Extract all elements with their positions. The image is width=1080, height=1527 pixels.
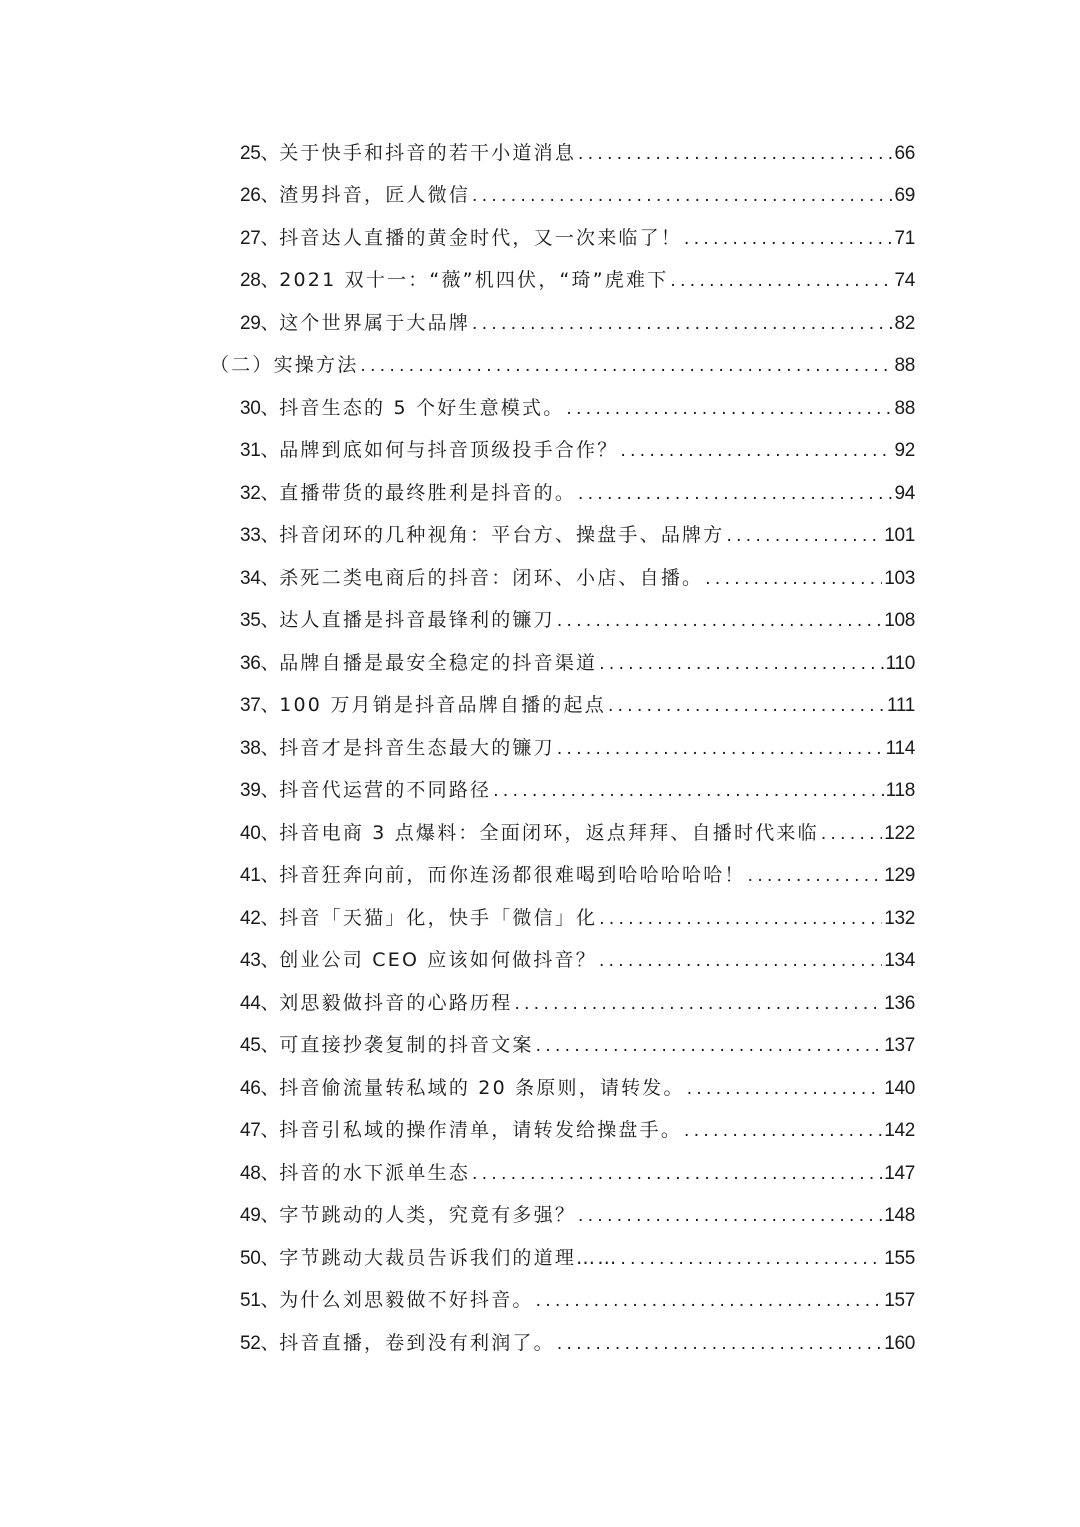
toc-entry-number: 31、	[240, 440, 280, 461]
toc-entry-title: 抖音电商 3 点爆料：全面闭环，返点拜拜、自播时代来临	[279, 821, 819, 844]
toc-entry[interactable]	[0, 515, 1080, 558]
toc-entry-page: 82	[894, 312, 915, 334]
toc-entry-number: 37、	[240, 695, 280, 716]
toc-entry-number: 38、	[240, 737, 280, 759]
table-of-contents	[0, 132, 1080, 1365]
dot-leader	[536, 1025, 883, 1068]
toc-entry-title: 抖音闭环的几种视角：平台方、操盘手、品牌方	[279, 524, 725, 546]
toc-entry[interactable]	[0, 770, 1080, 813]
toc-entry-title: 抖音「天猫」化，快手「微信」化	[279, 906, 598, 929]
toc-entry-number: 44、	[240, 992, 280, 1014]
dot-leader	[599, 940, 882, 983]
toc-entry-number: 26、	[240, 185, 280, 206]
toc-entry-title: 2021 双十一：“薇”机四伏，“琦”虎难下	[279, 269, 669, 291]
dot-leader	[599, 643, 883, 686]
dot-leader	[748, 855, 883, 898]
toc-entry-page: 134	[884, 950, 915, 971]
dot-leader	[472, 175, 892, 218]
dot-leader	[620, 1238, 882, 1281]
toc-entry[interactable]	[0, 472, 1080, 515]
toc-entry-number: 29、	[240, 312, 280, 334]
toc-entry-title: 100 万月销是抖音品牌自播的起点	[279, 694, 606, 716]
toc-entry-page: 140	[884, 1077, 915, 1099]
dot-leader	[514, 983, 882, 1026]
toc-entry-title: 字节跳动的人类，究竟有多强？	[279, 1204, 577, 1226]
toc-entry-page: 157	[884, 1290, 915, 1311]
toc-entry-title: 创业公司 CEO 应该如何做抖音？	[279, 949, 597, 971]
toc-entry-title: 刘思毅做抖音的心路历程	[279, 991, 513, 1014]
toc-entry[interactable]	[0, 175, 1080, 218]
toc-entry-number: 52、	[240, 1332, 280, 1354]
toc-entry[interactable]	[0, 1067, 1080, 1110]
toc-entry-number: 36、	[240, 652, 280, 674]
toc-entry-number: 33、	[240, 525, 280, 546]
toc-entry-number: 46、	[240, 1077, 280, 1099]
toc-entry[interactable]	[0, 812, 1080, 855]
toc-entry-number: 48、	[240, 1162, 280, 1184]
toc-entry-page: 142	[884, 1120, 915, 1141]
toc-entry-title: 品牌到底如何与抖音顶级投手合作？	[279, 439, 619, 461]
dot-leader	[536, 1280, 883, 1323]
toc-entry-page: 147	[884, 1162, 915, 1184]
toc-entry[interactable]	[0, 132, 1080, 175]
dot-leader	[684, 218, 892, 261]
dot-leader	[493, 770, 883, 813]
toc-entry-number: 43、	[240, 950, 280, 971]
toc-entry-page: 136	[884, 992, 915, 1014]
toc-entry-title: 抖音偷流量转私域的 20 条原则，请转发。	[279, 1076, 685, 1099]
toc-entry-page: 114	[885, 737, 915, 759]
toc-entry-title: 品牌自播是最安全稳定的抖音渠道	[279, 651, 598, 674]
toc-entry-title: 抖音达人直播的黄金时代，又一次来临了！	[279, 226, 683, 249]
toc-entry-title: 抖音引私域的操作清单，请转发给操盘手。	[279, 1119, 683, 1141]
toc-entry-title: 这个世界属于大品牌	[279, 311, 471, 334]
toc-entry-number: 40、	[240, 822, 280, 844]
dot-leader	[566, 388, 892, 431]
dot-leader	[608, 685, 885, 728]
toc-entry-page: 88	[894, 355, 915, 376]
dot-leader	[578, 133, 892, 176]
dot-leader	[472, 1153, 882, 1196]
toc-entry-number: 25、	[240, 142, 280, 164]
toc-entry-page: 111	[887, 695, 915, 716]
toc-entry-title: 杀死二类电商后的抖音：闭环、小店、自播。	[279, 566, 704, 589]
toc-entry-number: 50、	[240, 1247, 280, 1269]
toc-entry-title: 直播带货的最终胜利是抖音的。	[279, 481, 577, 504]
toc-entry[interactable]	[0, 685, 1080, 728]
toc-entry-page: 69	[894, 185, 915, 206]
toc-entry-title: 关于快手和抖音的若干小道消息	[279, 141, 577, 164]
toc-entry-number: 41、	[240, 865, 280, 886]
toc-entry-page: 94	[894, 482, 915, 504]
toc-entry-page: 160	[884, 1332, 915, 1354]
dot-leader	[557, 1323, 882, 1366]
toc-section-heading[interactable]	[0, 345, 1080, 388]
toc-entry-title: 抖音的水下派单生态	[279, 1161, 471, 1184]
dot-leader	[670, 260, 892, 303]
toc-entry[interactable]	[0, 855, 1080, 898]
toc-entry-number: 32、	[240, 482, 280, 504]
dot-leader	[620, 430, 892, 473]
toc-entry-page: 108	[884, 610, 915, 631]
toc-entry-title: 渣男抖音，匠人微信	[279, 184, 471, 206]
toc-entry-title: 抖音代运营的不同路径	[279, 779, 492, 801]
dot-leader	[578, 1195, 882, 1238]
toc-entry-number: 51、	[240, 1290, 280, 1311]
toc-entry-number: 28、	[240, 270, 280, 291]
dot-leader	[726, 515, 882, 558]
toc-entry[interactable]	[0, 430, 1080, 473]
toc-entry[interactable]	[0, 217, 1080, 260]
toc-entry-title: 抖音生态的 5 个好生意模式。	[279, 396, 565, 419]
toc-entry[interactable]	[0, 1237, 1080, 1280]
toc-entry-page: 129	[884, 865, 915, 886]
toc-entry[interactable]	[0, 387, 1080, 430]
toc-entry-title: 字节跳动大裁员告诉我们的道理……	[279, 1246, 619, 1269]
toc-entry-page: 88	[894, 397, 915, 419]
toc-entry-title: 抖音才是抖音生态最大的镰刀	[279, 736, 555, 759]
dot-leader	[705, 558, 882, 601]
toc-entry-page: 101	[884, 525, 915, 546]
dot-leader	[821, 813, 882, 856]
toc-entry-page: 92	[894, 440, 915, 461]
toc-entry-number: 30、	[240, 397, 280, 419]
toc-entry-page: 122	[884, 822, 915, 844]
toc-entry[interactable]	[0, 1322, 1080, 1365]
toc-entry-page: 155	[884, 1247, 915, 1269]
toc-entry-number: 34、	[240, 567, 280, 589]
toc-entry[interactable]	[0, 260, 1080, 303]
toc-entry[interactable]	[0, 1025, 1080, 1068]
dot-leader	[472, 303, 892, 346]
toc-entry-page: 148	[884, 1205, 915, 1226]
toc-entry-number: 27、	[240, 227, 280, 249]
toc-entry[interactable]	[0, 600, 1080, 643]
dot-leader	[684, 1110, 882, 1153]
toc-entry[interactable]	[0, 1110, 1080, 1153]
toc-entry[interactable]	[0, 1280, 1080, 1323]
dot-leader	[557, 728, 884, 771]
dot-leader	[687, 1068, 882, 1111]
toc-entry-number: 49、	[240, 1205, 280, 1226]
toc-entry[interactable]	[0, 1195, 1080, 1238]
toc-entry[interactable]	[0, 557, 1080, 600]
toc-entry-title: 抖音狂奔向前，而你连汤都很难喝到哈哈哈哈哈！	[279, 864, 746, 886]
toc-entry-page: 118	[885, 780, 915, 801]
toc-entry-number: 47、	[240, 1120, 280, 1141]
dot-leader	[557, 600, 882, 643]
toc-entry-number: 39、	[240, 780, 280, 801]
toc-entry-title: 为什么刘思毅做不好抖音。	[279, 1289, 534, 1311]
toc-entry[interactable]	[0, 642, 1080, 685]
toc-entry-title: 抖音直播，卷到没有利润了。	[279, 1331, 555, 1354]
toc-entry-number: 42、	[240, 907, 280, 929]
toc-entry[interactable]	[0, 727, 1080, 770]
dot-leader	[578, 473, 892, 516]
toc-entry-page: 110	[885, 652, 915, 674]
dot-leader	[599, 898, 882, 941]
toc-entry-number: 45、	[240, 1035, 280, 1056]
toc-entry-number: 35、	[240, 610, 280, 631]
toc-entry-page: 132	[884, 907, 915, 929]
toc-entry[interactable]	[0, 940, 1080, 983]
toc-entry[interactable]	[0, 302, 1080, 345]
toc-entry-page: 66	[894, 142, 915, 164]
toc-entry[interactable]	[0, 897, 1080, 940]
toc-entry[interactable]	[0, 1152, 1080, 1195]
dot-leader	[360, 345, 892, 388]
toc-entry-page: 137	[884, 1035, 915, 1056]
toc-entry-title: 可直接抄袭复制的抖音文案	[279, 1034, 534, 1056]
toc-entry[interactable]	[0, 982, 1080, 1025]
toc-entry-page: 103	[884, 567, 915, 589]
toc-entry-page: 71	[894, 227, 915, 249]
toc-entry-title: 达人直播是抖音最锋利的镰刀	[279, 609, 555, 631]
toc-entry-page: 74	[894, 270, 915, 291]
toc-section-title: （二）实操方法	[210, 354, 359, 376]
